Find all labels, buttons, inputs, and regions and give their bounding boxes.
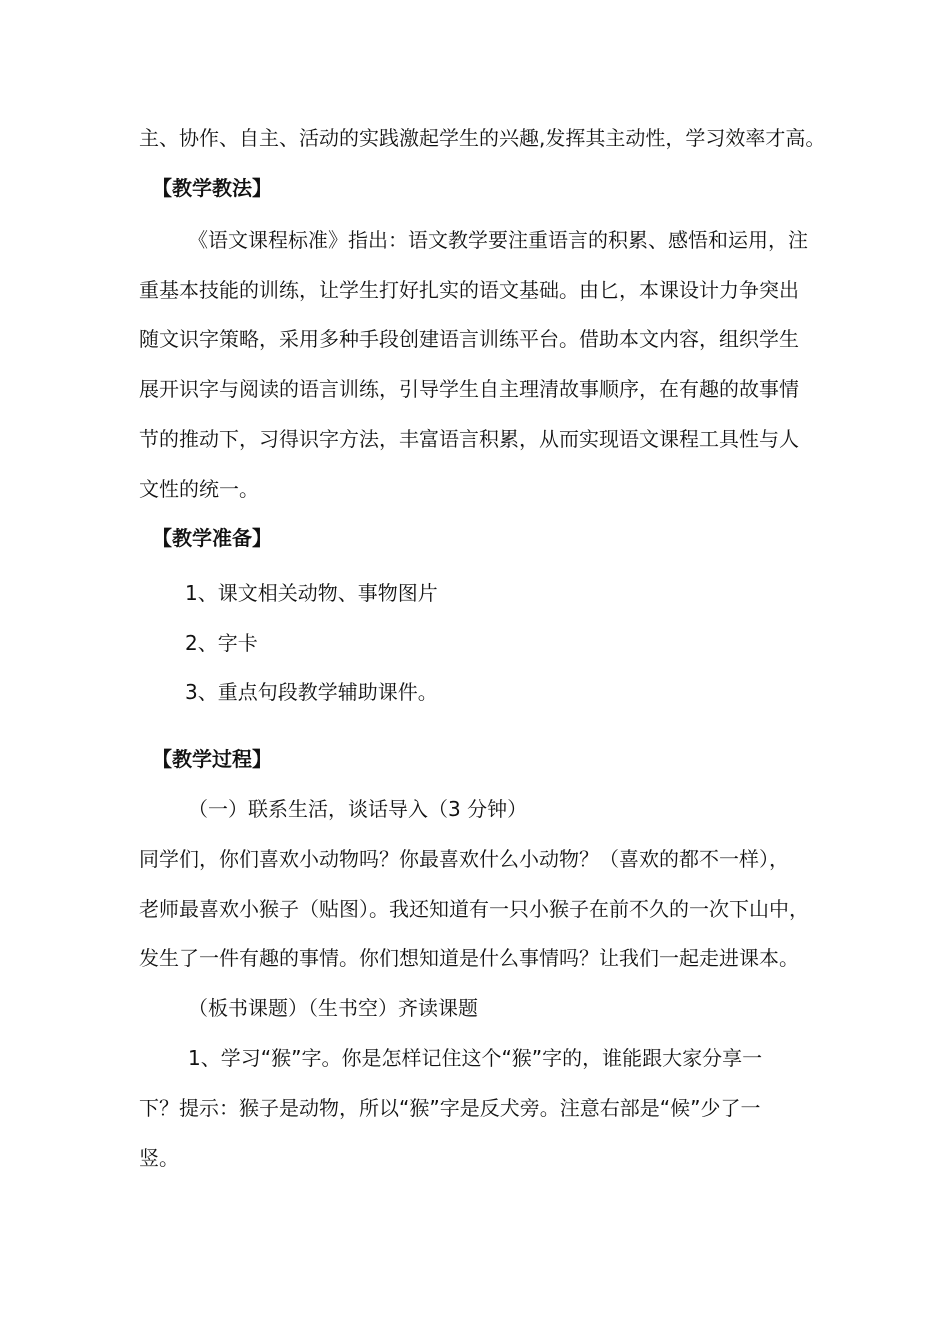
section-heading-preparation: 【教学准备】	[152, 526, 272, 550]
list-item: 1、课文相关动物、事物图片	[185, 581, 438, 605]
section-heading-process: 【教学过程】	[152, 747, 272, 771]
paragraph-line: 1、学习“猴”字。你是怎样记住这个“猴”字的，谁能跟大家分享一	[188, 1046, 763, 1070]
step-title: （一）联系生活，谈话导入（3 分钟）	[188, 797, 528, 821]
paragraph-line: 随文识字策略，采用多种手段创建语言训练平台。借助本文内容，组织学生	[139, 327, 799, 351]
list-item: 2、字卡	[185, 631, 258, 655]
paragraph-line: 同学们，你们喜欢小动物吗？你最喜欢什么小动物？（喜欢的都不一样），	[139, 847, 789, 871]
list-item: 3、重点句段教学辅助课件。	[185, 680, 438, 704]
paragraph-line: 下？提示：猴子是动物，所以“猴”字是反犬旁。注意右部是“候”少了一	[139, 1096, 761, 1120]
paragraph-line: 重基本技能的训练，让学生打好扎实的语文基础。由匕，本课设计力争突出	[139, 278, 799, 302]
paragraph-line: 展开识字与阅读的语言训练，引导学生自主理清故事顺序，在有趣的故事情	[139, 377, 799, 401]
paragraph-line: 发生了一件有趣的事情。你们想知道是什么事情吗？让我们一起走进课本。	[139, 946, 799, 970]
paragraph-line: 老师最喜欢小猴子（贴图）。我还知道有一只小猴子在前不久的一次下山中，	[139, 897, 809, 921]
paragraph-line: 节的推动下，习得识字方法，丰富语言积累，从而实现语文课程工具性与人	[139, 427, 799, 451]
section-heading-methods: 【教学教法】	[152, 176, 272, 200]
paragraph-line: 竖。	[139, 1146, 179, 1170]
paragraph-line: 主、协作、自主、活动的实践激起学生的兴趣,发挥其主动性，学习效率才高。	[139, 126, 826, 150]
board-note: （板书课题）（生书空）齐读课题	[188, 996, 478, 1020]
paragraph-line: 文性的统一。	[139, 477, 259, 501]
paragraph-line: 《语文课程标准》指出：语文教学要注重语言的积累、感悟和运用，注	[188, 228, 808, 252]
